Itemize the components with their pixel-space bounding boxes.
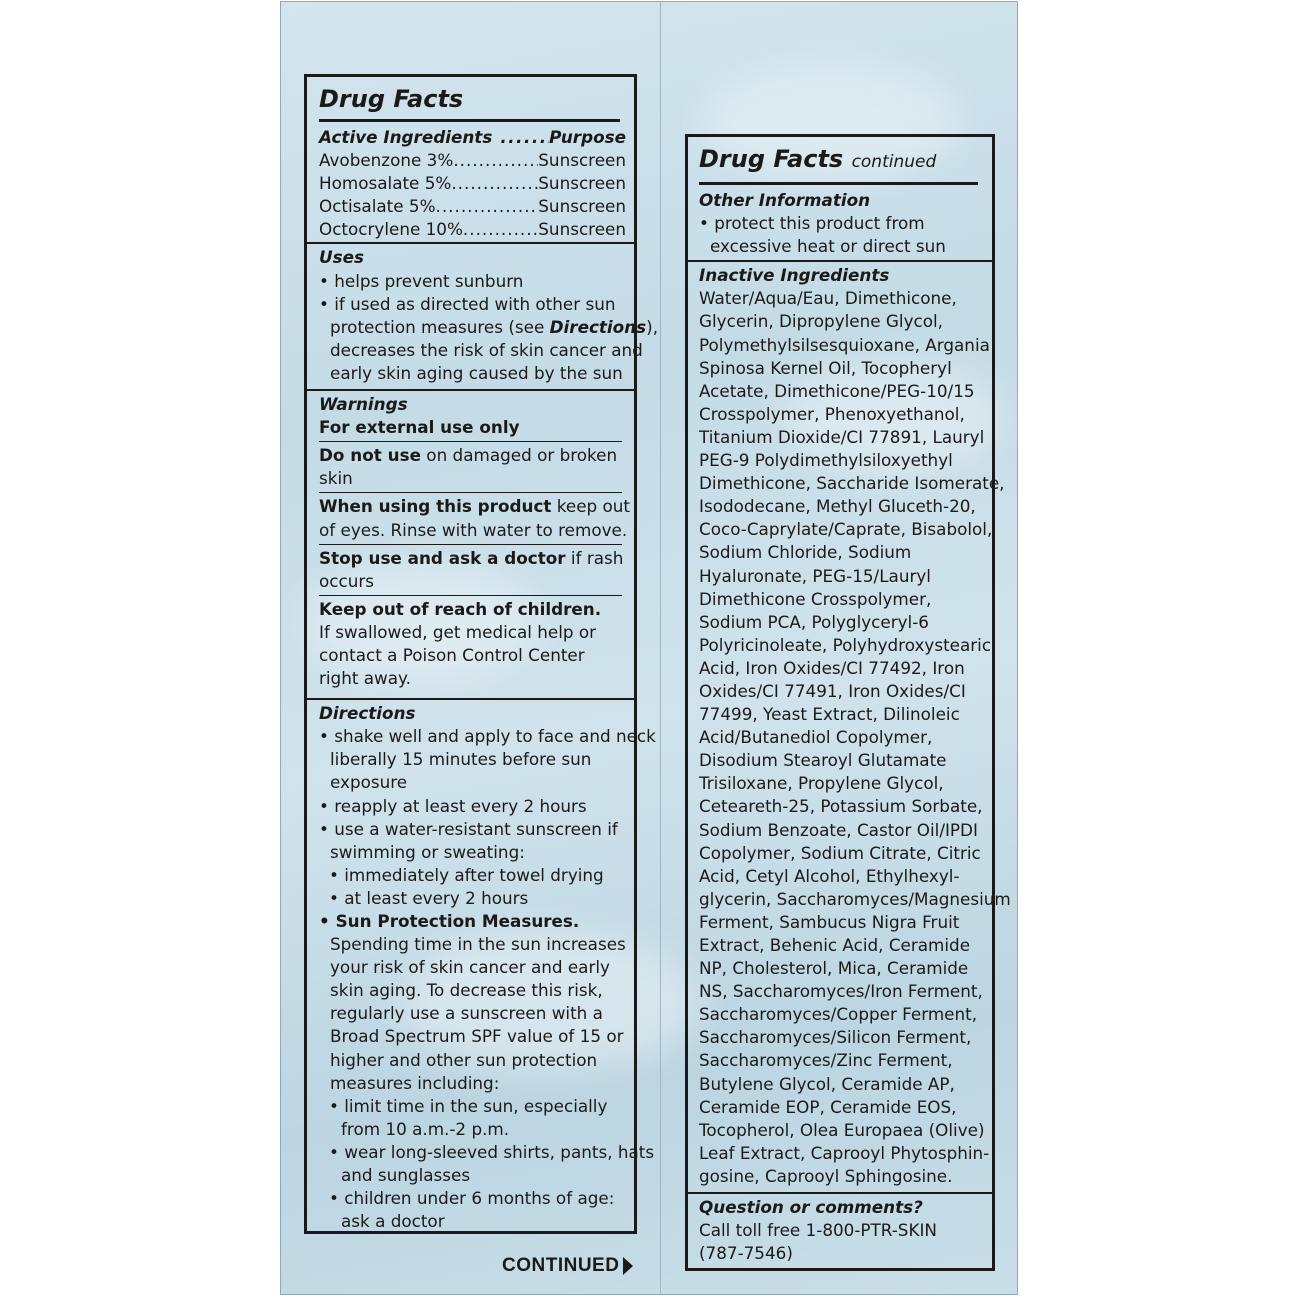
inactive-ingredient-line: Extract, Behenic Acid, Ceramide [699,935,971,955]
active-ingredient-list [319,149,634,241]
directions-item: • reapply at least every 2 hours [319,795,587,816]
inactive-ingredient-line: gosine, Caprooyl Sphingosine. [699,1165,953,1186]
sun-protection-item: from 10 a.m.-2 p.m. [341,1118,510,1139]
other-information-header: Other Information [699,190,871,210]
directions-item: swimming or sweating: [330,841,525,862]
inactive-ingredient-line: PEG-9 Polydimethylsiloxyethyl [699,450,953,471]
active-ingredients-section [307,77,634,244]
inactive-ingredient-line: Sodium Benzoate, Castor Oil/IPDI [699,819,978,840]
inactive-ingredients-list [699,287,1011,1188]
inactive-ingredient-line: Saccharomyces/Silicon Ferment, [699,1027,972,1048]
inactive-ingredient-line: Coco-Caprylate/Caprate, Bisabolol, [699,519,993,540]
directions-item: • shake well and apply to face and neck [319,726,656,747]
sun-protection-item: Spending time in the sun increases [330,934,626,955]
sun-protection-item: higher and other sun protection [330,1049,598,1070]
inactive-ingredient-line: Hyaluronate, PEG-15/Lauryl [699,565,931,586]
inactive-ingredient-line: Water/Aqua/Eau, Dimethicone, [699,288,957,309]
inactive-ingredient-line: Copolymer, Sodium Citrate, Citric [699,842,981,863]
sun-protection-item: • limit time in the sun, especially [329,1095,608,1116]
inactive-ingredient-line: Ferment, Sambucus Nigra Fruit [699,911,960,932]
inactive-ingredient-line: Acid/Butanediol Copolymer, [699,727,933,748]
active-header: Active Ingredients ..... Purpose [319,126,626,149]
inactive-ingredient-line: Titanium Dioxide/CI 77891, Lauryl [699,426,985,447]
active-ingredient-row: Octocrylene 10% ..... Sunscreen [319,218,626,241]
panel-title: Drug Facts [319,85,464,113]
directions-section [307,702,656,1235]
directions-list [319,725,656,910]
sun-protection-item: and sunglasses [341,1165,471,1186]
inactive-ingredient-line: Saccharomyces/Copper Ferment, [699,1004,978,1025]
active-ingredient-row: Avobenzone 3% ..... Sunscreen [319,149,626,172]
uses-text: decreases the risk of skin cancer and [330,339,643,360]
uses-bullet: • helps prevent sunburn [319,270,524,291]
inactive-ingredient-line: Isododecane, Methyl Gluceth-20, [699,496,976,517]
title-rule [699,182,978,185]
inactive-ingredient-line: Disodium Stearoyl Glutamate [699,750,947,771]
sun-protection-list [319,933,655,1233]
other-information-section [688,137,992,262]
inactive-ingredient-line: Glycerin, Dipropylene Glycol, [699,311,943,332]
inactive-ingredient-line: Acetate, Dimethicone/PEG-10/15 [699,380,975,401]
inactive-ingredient-line: Polyricinoleate, Polyhydroxystearic [699,634,992,655]
uses-bullet: • if used as directed with other sun [319,293,616,314]
directions-item: • immediately after towel drying [329,864,604,885]
inactive-ingredient-line: Sodium PCA, Polyglyceryl-6 [699,611,929,632]
sun-protection-item: skin aging. To decrease this risk, [330,980,603,1001]
inactive-ingredient-line: glycerin, Saccharomyces/Magnesium [699,888,1011,909]
inactive-ingredient-line: Butylene Glycol, Ceramide AP, [699,1073,955,1094]
active-ingredient-row: Octisalate 5% ..... Sunscreen [319,195,626,218]
sun-protection-heading: • Sun Protection Measures. [319,911,580,931]
warnings-header: Warnings [319,394,408,415]
inactive-ingredient-line: Sodium Chloride, Sodium [699,542,912,563]
inactive-ingredient-line: Dimethicone, Saccharide Isomerate, [699,473,1005,494]
inactive-ingredient-line: Tocopherol, Olea Europaea (Olive) [699,1119,985,1140]
drug-facts-panel [304,74,659,1234]
drug-facts-continued-panel [685,134,1011,1271]
directions-item: • use a water-resistant sunscreen if [319,818,618,839]
inactive-ingredient-line: Ceteareth-25, Potassium Sorbate, [699,796,983,817]
inactive-ingredient-line: Trisiloxane, Propylene Glycol, [699,773,944,794]
directions-header: Directions [319,703,416,724]
uses-text: protection measures (see Directions), [330,316,659,337]
sun-protection-item: ask a doctor [341,1211,445,1232]
sun-protection-item: • wear long-sleeved shirts, pants, hats [329,1141,655,1162]
inactive-ingredient-line: Acid, Iron Oxides/CI 77492, Iron [699,657,965,678]
inactive-ingredients-section [688,264,1011,1194]
directions-item: liberally 15 minutes before sun [330,749,592,770]
inactive-ingredient-line: Oxides/CI 77491, Iron Oxides/CI [699,680,966,701]
inactive-ingredient-line: Polymethylsilsesquioxane, Argania [699,334,990,355]
inactive-ingredient-line: NS, Saccharomyces/Iron Ferment, [699,981,983,1002]
continued-label: CONTINUED [502,1255,633,1277]
questions-section [688,1196,992,1267]
inactive-ingredient-line: Dimethicone Crosspolymer, [699,588,932,609]
sun-protection-item: your risk of skin cancer and early [330,957,610,978]
panel-fold-line [660,1,661,1295]
questions-phone-alt: (787-7546) [699,1243,793,1264]
inactive-ingredients-header: Inactive Ingredients [699,265,890,286]
panel-title: Drug Facts continued [699,145,937,173]
warning-when-using: When using this product keep out of eyes. Rinse with water to remove. [319,495,622,544]
other-information-text: excessive heat or direct sun [710,236,946,257]
inactive-ingredient-line: Saccharomyces/Zinc Ferment, [699,1050,953,1071]
uses-header: Uses [319,247,364,268]
directions-item: exposure [330,772,408,793]
sun-protection-item: measures including: [330,1072,500,1093]
inactive-ingredient-line: NP, Cholesterol, Mica, Ceramide [699,958,969,979]
warnings-section [307,393,634,700]
active-ingredient-row: Homosalate 5% ..... Sunscreen [319,172,626,195]
inactive-ingredient-line: Leaf Extract, Caprooyl Phytosphin- [699,1142,990,1163]
inactive-ingredient-line: Spinosa Kernel Oil, Tocopheryl [699,357,952,378]
continued-arrow-icon [623,1257,633,1275]
sun-protection-item: Broad Spectrum SPF value of 15 or [330,1026,624,1047]
warning-do-not-use: Do not use on damaged or broken skin [319,444,622,493]
questions-phone: Call toll free 1-800-PTR-SKIN [699,1220,937,1241]
uses-section [307,246,659,391]
warning-external: For external use only [319,416,622,442]
sun-protection-item: • children under 6 months of age: [329,1188,615,1209]
title-rule [319,119,620,122]
questions-header: Question or comments? [699,1197,923,1218]
uses-text: early skin aging caused by the sun [330,362,623,383]
sun-protection-item: regularly use a sunscreen with a [330,1003,603,1024]
inactive-ingredient-line: Acid, Cetyl Alcohol, Ethylhexyl- [699,865,960,886]
warning-stop-use: Stop use and ask a doctor if rash occurs [319,547,622,596]
other-information-text: • protect this product from [699,213,925,234]
warning-keep-out-of-reach: Keep out of reach of children. If swallowed, get medical help or contact a Poison Control Center right away. [319,598,602,689]
inactive-ingredient-line: 77499, Yeast Extract, Dilinoleic [699,704,960,725]
directions-item: • at least every 2 hours [329,887,529,908]
inactive-ingredient-line: Ceramide EOP, Ceramide EOS, [699,1096,957,1117]
inactive-ingredient-line: Crosspolymer, Phenoxyethanol, [699,403,965,424]
